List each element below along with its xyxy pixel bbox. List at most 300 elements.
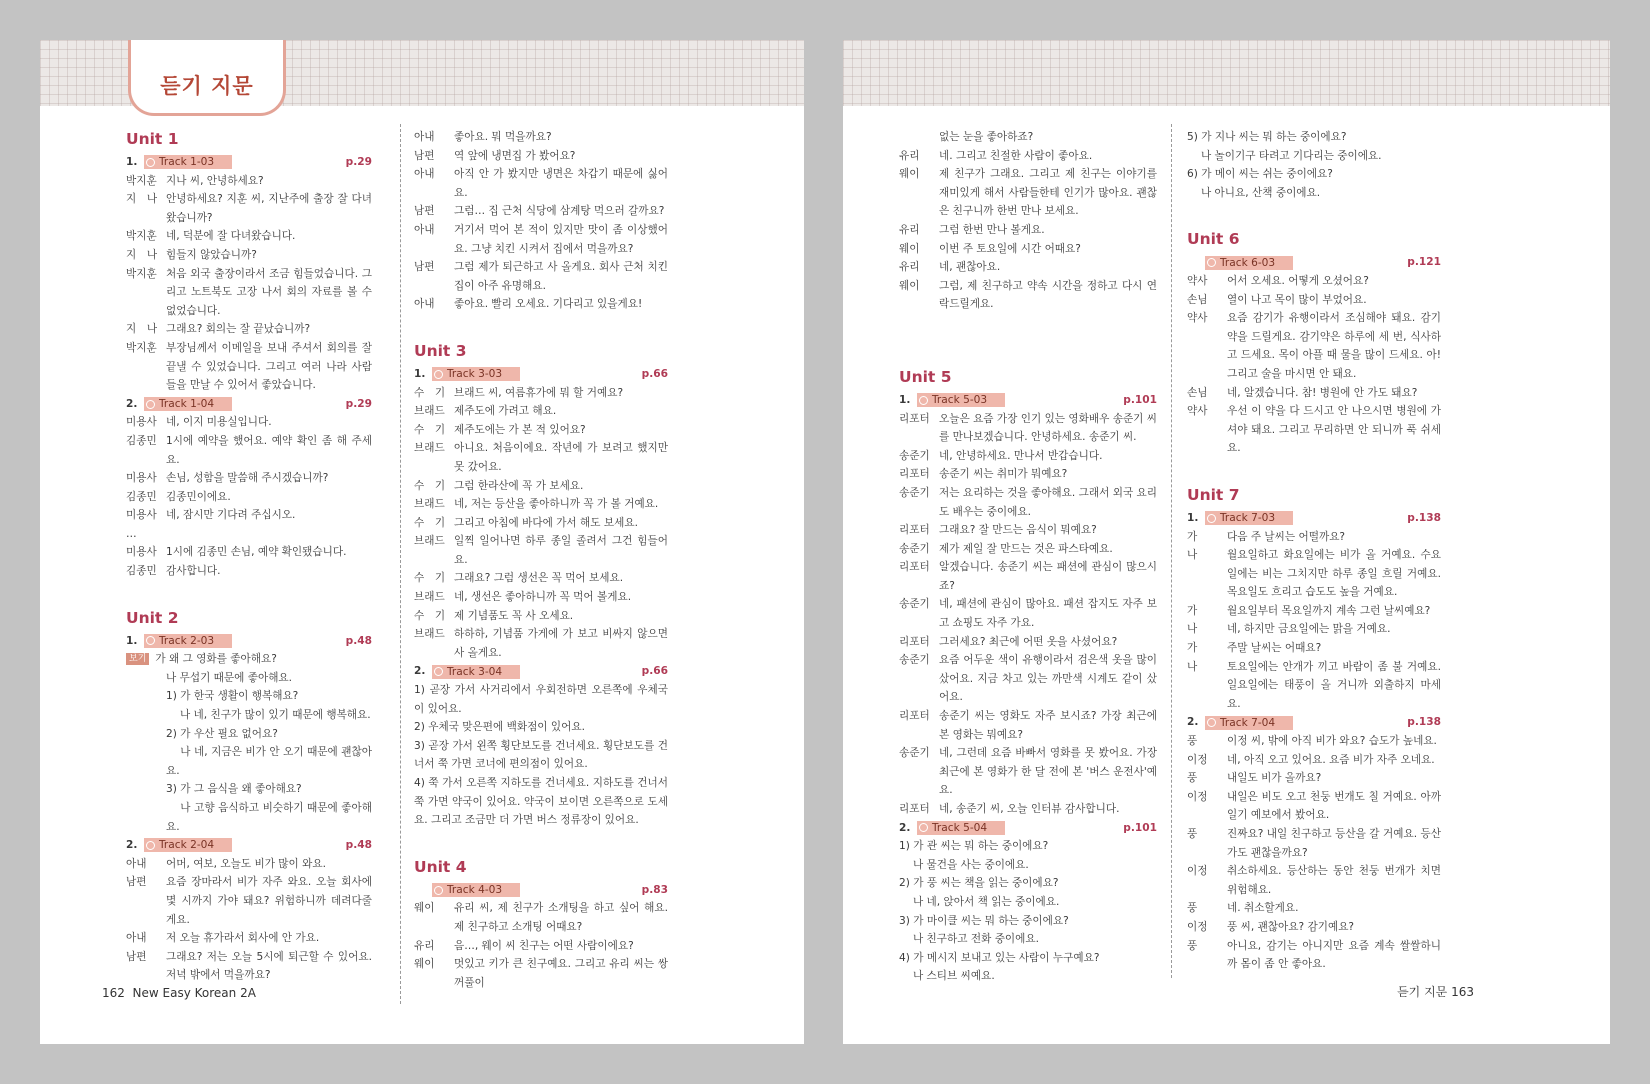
speaker: 이정 [1187, 790, 1208, 803]
dialogue-line [899, 277, 1157, 314]
track-badge [144, 838, 232, 852]
line-text: 네. 그리고 친절한 사람이 좋아요. [939, 149, 1093, 162]
line-text: 네, 알겠습니다. 참! 병원에 안 가도 돼요? [1227, 386, 1418, 399]
dialogue-line [414, 607, 668, 626]
speaker [126, 780, 166, 799]
dialogue-line [899, 165, 1157, 221]
line-text: 진짜요? 내일 친구하고 등산을 갈 거예요. 등산 가도 괜찮을까요? [1227, 828, 1441, 859]
line-text: 저 오늘 휴가라서 회사에 안 가요. [166, 932, 320, 945]
dialogue-line [414, 937, 668, 956]
track-label: Track 1-04 [159, 398, 215, 411]
speaker [126, 799, 166, 836]
dialogue-line [1187, 732, 1441, 751]
speaker: 지 나 [126, 193, 158, 206]
line-text: 1시에 김종민 손님, 예약 확인됐습니다. [166, 546, 347, 559]
dialogue-line [1187, 309, 1441, 383]
column-divider [400, 124, 401, 1004]
track-row [1187, 713, 1441, 732]
speaker: 수 기 [414, 609, 446, 622]
track-badge [1205, 511, 1293, 525]
line-text: 내일은 비도 오고 천둥 번개도 칠 거예요. 아까 일기 예보에서 봤어요. [1227, 790, 1441, 822]
line-text: 그럼 한라산에 꼭 가 보세요. [454, 479, 584, 492]
speaker [126, 725, 166, 744]
page-footer [102, 986, 256, 1000]
line-text: 아니요, 감기는 아니지만 요즘 계속 쌀쌀하니까 몸이 좀 안 좋아요. [1227, 939, 1441, 971]
speaker: 박지훈 [126, 230, 157, 243]
line-text: 나 네, 지금은 비가 안 오기 때문에 괜찮아요. [166, 746, 372, 777]
speaker [126, 706, 166, 725]
dialogue-line [899, 221, 1157, 240]
speaker: 미용사 [126, 509, 157, 522]
track-badge [917, 821, 1005, 835]
speaker: 박지훈 [126, 267, 157, 280]
dialogue-line [414, 588, 668, 607]
line-text: 네, 송준기 씨, 오늘 인터뷰 감사합니다. [939, 803, 1120, 815]
line-text: 없는 눈을 좋아하죠? [939, 131, 1034, 143]
item-number: 2. [126, 839, 138, 852]
speaker: 가 [1187, 604, 1198, 617]
dialogue-line [126, 948, 372, 985]
track-row [1187, 253, 1441, 272]
dialogue-line [126, 339, 372, 395]
dialogue-line [414, 221, 668, 258]
dialogue-line [899, 128, 1157, 147]
dialogue-line [414, 128, 668, 147]
speaker: 김종민 [126, 490, 157, 503]
unit-heading: Unit 7 [1187, 485, 1240, 504]
speaker: 김종민 [126, 565, 157, 578]
track-label: Track 2-04 [159, 839, 215, 852]
line-text: 손님, 성함을 말씀해 주시겠습니까? [166, 472, 329, 485]
audio-disc-icon [1207, 514, 1216, 523]
dialogue-line [1187, 937, 1441, 974]
right-page [843, 40, 1610, 1044]
dialogue-line [1187, 602, 1441, 621]
dialogue-line [126, 799, 372, 836]
track-badge [144, 634, 232, 648]
speaker: 가 [1187, 530, 1198, 543]
line-text: 네, 그런데 요즘 바빠서 영화를 못 봤어요. 가장 최근에 본 영화가 한 달 전에 본 '버스 운전사'예요. [939, 747, 1157, 797]
line-text: 네, 패션에 관심이 많아요. 패션 잡지도 자주 보고 쇼핑도 자주 가요. [939, 598, 1157, 630]
unit-heading: Unit 1 [126, 130, 179, 148]
line-text: 이번 주 토요일에 시간 어때요? [939, 242, 1081, 255]
line-text: 그럼 제가 퇴근하고 사 올게요. 회사 근처 치킨집이 아주 유명해요. [454, 261, 668, 292]
left-column-1 [126, 128, 372, 985]
script-line: 3) 곧장 가서 왼쪽 횡단보도를 건너세요. 횡단보도를 건너서 쭉 가면 코너에 편의점이 있어요. [414, 739, 668, 771]
speaker: 송준기 [899, 747, 930, 760]
audio-disc-icon [1207, 258, 1216, 267]
script-line: 4) 쭉 가서 오른쪽 지하도를 건너세요. 지하도를 건너서 쭉 가면 약국이 있어요. 약국이 보이면 오른쪽으로 도세요. 그리고 조금만 더 가면 버스 정류장이 있어요. [414, 777, 668, 827]
audio-disc-icon [434, 886, 443, 895]
dialogue-line [899, 800, 1157, 819]
line-text: 아니요. 처음이에요. 작년에 가 보려고 했지만 못 갔어요. [454, 442, 668, 473]
dialogue-line [126, 687, 372, 706]
speaker: 브래드 [414, 498, 445, 511]
track-label: Track 7-04 [1220, 716, 1276, 729]
page-reference: p.83 [641, 883, 668, 896]
line-text: 부장님께서 이메일을 보내 주셔서 회의를 잘 끝낼 수 있었습니다. 그리고 여러 나라 사람들을 만날 수 있어서 좋았습니다. [166, 341, 372, 392]
script-line: 나 아니요, 산책 중이에요. [1187, 186, 1321, 199]
speaker [126, 669, 166, 688]
speaker: 유리 [899, 261, 920, 274]
line-text: 멋있고 키가 큰 친구예요. 그리고 유리 씨는 쌍꺼풀이 [454, 958, 668, 989]
speaker: 지 나 [126, 323, 158, 336]
line-text: 안녕하세요? 지훈 씨, 지난주에 출장 잘 다녀왔습니까? [166, 193, 372, 224]
dialogue-line [1187, 528, 1441, 547]
item-number: 2. [1187, 716, 1199, 729]
dialogue-line [126, 669, 372, 688]
speaker: 남편 [414, 261, 435, 274]
speaker: 아내 [414, 298, 435, 311]
line-text: 네, 잠시만 기다려 주십시오. [166, 509, 296, 522]
section-gap [899, 340, 1157, 366]
speaker: 웨이 [414, 902, 435, 915]
page-reference: p.138 [1407, 716, 1441, 729]
dialogue-line [899, 240, 1157, 259]
line-text: 그러세요? 최근에 어떤 옷을 사셨어요? [939, 635, 1118, 648]
page-reference: p.48 [345, 634, 372, 647]
line-text: 좋아요. 빨리 오세요. 기다리고 있을게요! [454, 298, 643, 311]
speaker: 남편 [414, 149, 435, 162]
dialogue-line [899, 595, 1157, 632]
speaker: 김종민 [126, 434, 157, 447]
page-reference: p.121 [1407, 256, 1441, 269]
audio-disc-icon [146, 636, 155, 645]
line-text: 송준기 씨는 취미가 뭐예요? [939, 468, 1068, 481]
track-row [126, 836, 372, 855]
dialogue-line [414, 165, 668, 202]
line-text: 제주도에 가려고 해요. [454, 405, 557, 418]
script-line: 나 물건을 사는 중이에요. [899, 858, 1029, 871]
dialogue-line [414, 384, 668, 403]
speaker: 남편 [126, 950, 147, 963]
speaker: 브래드 [414, 405, 445, 418]
speaker: 유리 [414, 939, 435, 952]
line-text: 그럼 한번 만나 볼게요. [939, 223, 1045, 236]
speaker: 약사 [1187, 405, 1208, 418]
line-text: 그럼… 집 근처 식당에 삼계탕 먹으러 갈까요? [454, 205, 665, 218]
speaker: 수 기 [414, 386, 446, 399]
dialogue-line [899, 521, 1157, 540]
line-text: 이정 씨, 밖에 아직 비가 와요? 습도가 높네요. [1227, 735, 1437, 748]
page-number: 162 [102, 986, 125, 1000]
speaker: 리포터 [899, 710, 930, 723]
page-reference: p.101 [1123, 393, 1157, 406]
line-text: 그래요? 잘 만드는 음식이 뭐예요? [939, 524, 1097, 537]
dialogue-line [899, 258, 1157, 277]
track-row [1187, 509, 1441, 528]
line-text: 김종민이에요. [166, 490, 231, 503]
track-row [414, 662, 668, 681]
script-line: 4) 가 메시지 보내고 있는 사람이 누구예요? [899, 951, 1100, 964]
speaker: 리포터 [899, 561, 930, 574]
dialogue-line [899, 633, 1157, 652]
line-text: 월요일부터 목요일까지 계속 그런 날씨예요? [1227, 604, 1431, 617]
dialogue-line [414, 495, 668, 514]
speaker: 풍 [1187, 828, 1198, 840]
track-row [899, 391, 1157, 410]
track-badge [144, 397, 232, 411]
dialogue-line [1187, 862, 1441, 899]
speaker [899, 128, 939, 147]
item-number: 1. [126, 156, 138, 168]
dialogue-line [126, 488, 372, 507]
speaker: 브래드 [414, 535, 445, 548]
page-reference: p.66 [641, 367, 668, 380]
dialogue-line [899, 651, 1157, 707]
line-text: 네. 취소할게요. [1227, 902, 1299, 915]
line-text: 좋아요. 뭐 먹을까요? [454, 131, 552, 143]
dialogue-line [1187, 620, 1441, 639]
line-text: 제 친구가 그래요. 그리고 제 친구는 이야기를 재미있게 해서 사람들한테 인기가 많아요. 괜찮은 친구니까 한번 만나 보세요. [939, 168, 1157, 218]
book-title: New Easy Korean 2A [132, 986, 256, 1000]
speaker: 아내 [414, 223, 435, 236]
dialogue-line [1187, 788, 1441, 825]
dialogue-line [126, 650, 372, 669]
script-line: 나 친구하고 전화 중이에요. [899, 933, 1039, 946]
line-text: 내일도 비가 올까요? [1227, 772, 1322, 785]
script-line: 6) 가 메이 씨는 쉬는 중이에요? [1187, 168, 1333, 181]
speaker: 나 [1187, 660, 1198, 673]
line-text: 취소하세요. 등산하는 동안 천둥 번개가 치면 위험해요. [1227, 865, 1441, 896]
speaker: 송준기 [899, 486, 930, 499]
dialogue-line [1187, 291, 1441, 310]
speaker: 리포터 [899, 412, 930, 425]
track-row [414, 365, 668, 384]
unit-heading: Unit 5 [899, 367, 952, 386]
track-label: Track 2-03 [159, 634, 215, 647]
track-label: Track 3-03 [447, 368, 503, 381]
speaker: 수 기 [414, 516, 446, 529]
speaker: 웨이 [899, 279, 920, 292]
dialogue-line [414, 421, 668, 440]
dialogue-line [414, 477, 668, 496]
line-text: 처음 외국 출장이라서 조금 힘들었습니다. 그리고 노트북도 고장 나서 회의 자료를 볼 수 없었습니다. [166, 267, 372, 317]
left-column-2 [414, 128, 668, 992]
item-number: 1. [899, 393, 911, 406]
dialogue-line [899, 447, 1157, 466]
right-column-2 [1187, 128, 1441, 974]
line-text: 오늘은 요즘 가장 인기 있는 영화배우 송준기 씨를 만나보겠습니다. 안녕하세요. 송준기 씨. [939, 412, 1158, 444]
unit-heading: Unit 3 [414, 341, 467, 360]
dialogue-line [899, 484, 1157, 521]
dialogue-line [1187, 639, 1441, 658]
line-text: 알겠습니다. 송준기 씨는 패션에 관심이 많으시죠? [939, 561, 1157, 592]
speaker: 브래드 [414, 591, 445, 604]
line-text: 1시에 예약을 했어요. 예약 확인 좀 해 주세요. [166, 434, 372, 466]
speaker: 리포터 [899, 803, 930, 815]
speaker: 수 기 [414, 572, 446, 585]
line-text: 가 왜 그 영화를 좋아해요? [155, 653, 277, 666]
line-text: 네, 괜찮아요. [939, 261, 1001, 274]
track-row [414, 881, 668, 900]
line-text: 나 무섭기 때문에 좋아해요. [166, 671, 293, 684]
dialogue-line [414, 514, 668, 533]
line-text: 네, 아직 오고 있어요. 요즘 비가 자주 오네요. [1227, 753, 1435, 766]
dialogue-line [126, 246, 372, 265]
dialogue-line [414, 402, 668, 421]
speaker [126, 743, 166, 780]
track-label: Track 7-03 [1220, 512, 1276, 525]
item-number: 1. [126, 634, 138, 647]
speaker: 웨이 [899, 242, 920, 255]
line-text: 다음 주 날씨는 어떨까요? [1227, 530, 1346, 543]
speaker: 웨이 [899, 168, 920, 181]
speaker: 브래드 [414, 628, 445, 641]
speaker: 수 기 [414, 479, 446, 492]
item-number: 2. [126, 397, 138, 410]
dialogue-line [126, 469, 372, 488]
speaker: 아내 [414, 168, 435, 181]
dialogue-line [414, 202, 668, 221]
dialogue-line [126, 780, 372, 799]
line-text: 나 네, 친구가 많이 있기 때문에 행복해요. [166, 709, 371, 722]
dialogue-line [1187, 658, 1441, 714]
line-text: 요즘 감기가 유행이라서 조심해야 돼요. 감기약을 드릴게요. 감기약은 하루에 세 번, 식사하고 드세요. 목이 아플 때 물을 많이 드세요. 아! 그리고 술을 마시면 안 돼요. [1227, 312, 1441, 380]
line-text: 힘들지 않았습니까? [166, 248, 257, 261]
speaker: 이정 [1187, 753, 1208, 766]
speaker: 지 나 [126, 248, 158, 261]
line-text: 그래요? 그럼 생선은 꼭 먹어 보세요. [454, 572, 624, 585]
dialogue-line [1187, 402, 1441, 458]
track-badge [432, 367, 520, 381]
speaker: 남편 [126, 876, 147, 889]
dialogue-line [126, 929, 372, 948]
dialogue-line [126, 320, 372, 339]
line-text: 그럼, 제 친구하고 약속 시간을 정하고 다시 연락드릴게요. [939, 279, 1157, 311]
dialogue-line [126, 506, 372, 525]
speaker: 풍 [1187, 735, 1198, 748]
section-gap [1187, 202, 1441, 228]
script-line: 2) 가 풍 씨는 책을 읽는 중이에요? [899, 877, 1059, 890]
line-text: 요즘 어두운 색이 유행이라서 검은색 옷을 많이 샀어요. 지금 차고 있는 까만색 시계도 같이 샀어요. [939, 654, 1157, 704]
line-text: 네, 저는 등산을 좋아하니까 꼭 가 볼 거예요. [454, 498, 659, 511]
header-grid-band [843, 40, 1610, 106]
section-gap [126, 581, 372, 607]
item-number: 2. [414, 665, 426, 678]
dialogue-line [1187, 384, 1441, 403]
column-divider [1171, 124, 1172, 978]
footer-title: 듣기 지문 [1397, 985, 1448, 999]
page-reference: p.101 [1123, 821, 1157, 834]
unit-heading: Unit 6 [1187, 230, 1240, 249]
section-gap [899, 314, 1157, 340]
track-badge [144, 155, 232, 169]
speaker: 풍 [1187, 939, 1198, 952]
section-gap [414, 314, 668, 340]
item-number: 1. [414, 367, 426, 380]
right-column-1 [899, 128, 1157, 986]
dialogue-line [899, 410, 1157, 447]
speaker: 남편 [414, 205, 435, 218]
speaker: 송준기 [899, 654, 930, 667]
line-text: 나 고향 음식하고 비슷하기 때문에 좋아해요. [166, 802, 372, 833]
speaker: 나 [1187, 623, 1198, 636]
speaker: 풍 [1187, 902, 1198, 915]
line-text: 토요일에는 안개가 끼고 바람이 좀 불 거예요. 일요일에는 태풍이 올 거니까 외출하지 마세요. [1227, 660, 1441, 710]
page-reference: p.66 [641, 665, 668, 678]
line-text: 송준기 씨는 영화도 자주 보시죠? 가장 최근에 본 영화는 뭐예요? [939, 710, 1157, 741]
line-text: 역 앞에 냉면집 가 봤어요? [454, 149, 576, 162]
line-text: 지나 씨, 안녕하세요? [166, 174, 264, 187]
line-text: 1) 가 한국 생활이 행복해요? [166, 690, 299, 703]
line-text: 아직 안 가 봤지만 냉면은 차갑기 때문에 싫어요. [454, 168, 668, 199]
dialogue-line [126, 413, 372, 432]
track-row [126, 395, 372, 414]
script-line: … [126, 527, 137, 540]
audio-disc-icon [146, 158, 155, 167]
line-text: 네, 하지만 금요일에는 맑을 거예요. [1227, 623, 1391, 636]
speaker: 이정 [1187, 865, 1208, 878]
dialogue-line [126, 873, 372, 929]
script-line: 나 놀이기구 타려고 기다리는 중이에요. [1187, 149, 1382, 162]
dialogue-line [899, 707, 1157, 744]
dialogue-line [126, 562, 372, 581]
track-row [899, 819, 1157, 838]
speaker: 미용사 [126, 472, 157, 485]
speaker: 리포터 [899, 635, 930, 648]
track-badge [917, 393, 1005, 407]
dialogue-line [899, 744, 1157, 800]
speaker: 약사 [1187, 274, 1208, 287]
dialogue-line [126, 725, 372, 744]
speaker: 유리 [899, 223, 920, 236]
script-line: 5) 가 지나 씨는 뭐 하는 중이에요? [1187, 131, 1347, 143]
dialogue-line [899, 558, 1157, 595]
dialogue-line [1187, 546, 1441, 602]
line-text: 2) 가 우산 필요 없어요? [166, 727, 278, 740]
line-text: 3) 가 그 음식을 왜 좋아해요? [166, 783, 302, 796]
dialogue-line [414, 955, 668, 992]
speaker: 손님 [1187, 293, 1208, 306]
dialogue-line [1187, 751, 1441, 770]
dialogue-line [126, 190, 372, 227]
section-gap [414, 830, 668, 856]
line-text: 유리 씨, 제 친구가 소개팅을 하고 싶어 해요. 제 친구하고 소개팅 어때요? [454, 902, 668, 933]
track-label: Track 4-03 [447, 884, 503, 897]
line-text: 감사합니다. [166, 565, 221, 578]
page-reference: p.29 [345, 156, 372, 168]
line-text: 그리고 아침에 바다에 가서 해도 보세요. [454, 516, 638, 529]
dialogue-line [899, 147, 1157, 166]
speaker: 아내 [126, 857, 147, 870]
line-text: 저는 요리하는 것을 좋아해요. 그래서 외국 요리도 배우는 중이에요. [939, 486, 1158, 518]
track-badge [1205, 716, 1293, 730]
speaker: 리포터 [899, 468, 930, 481]
dialogue-line [1187, 825, 1441, 862]
item-number: 2. [899, 821, 911, 834]
line-text: 네, 안녕하세요. 만나서 반갑습니다. [939, 449, 1103, 462]
line-text: 주말 날씨는 어때요? [1227, 642, 1322, 655]
item-number: 1. [1187, 511, 1199, 524]
speaker: 수 기 [414, 423, 446, 436]
speaker: 아내 [414, 131, 435, 143]
track-row [126, 632, 372, 651]
unit-heading: Unit 4 [414, 857, 467, 876]
speaker: 박지훈 [126, 174, 157, 187]
dialogue-line [899, 465, 1157, 484]
dialogue-line [1187, 769, 1441, 788]
script-line: 3) 가 마이클 씨는 뭐 하는 중이에요? [899, 914, 1069, 927]
speaker [126, 687, 166, 706]
line-text: 어머, 여보, 오늘도 비가 많이 와요. [166, 857, 326, 870]
line-text: 풍 씨, 괜찮아요? 감기예요? [1227, 920, 1355, 933]
unit-heading: Unit 2 [126, 608, 179, 627]
line-text: 네, 생선은 좋아하니까 꼭 먹어 볼게요. [454, 591, 632, 604]
section-gap [1187, 458, 1441, 484]
dialogue-line [126, 743, 372, 780]
dialogue-line [126, 706, 372, 725]
